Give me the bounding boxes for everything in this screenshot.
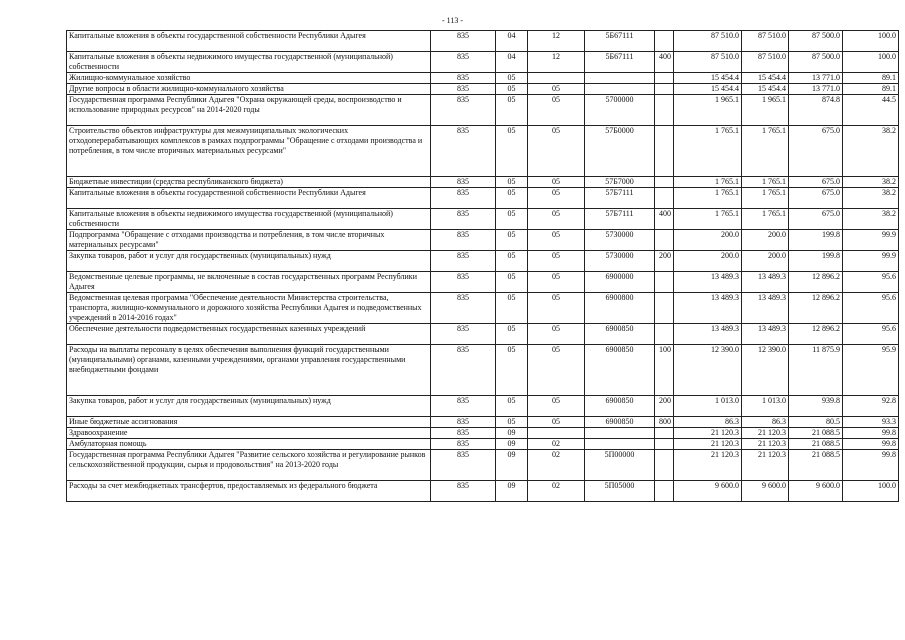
row-refined-amount: 21 120.3 [742, 439, 789, 450]
row-refined-amount: 87 510.0 [742, 31, 789, 52]
row-refined-amount: 200.0 [742, 251, 789, 272]
row-refined-amount: 13 489.3 [742, 272, 789, 293]
row-expense-type [655, 481, 674, 502]
row-target-article: 6900850 [585, 324, 655, 345]
table-row [67, 230, 899, 251]
row-subsection-code: 05 [528, 417, 585, 428]
row-target-article: 5Б67111 [585, 31, 655, 52]
row-subsection-code [528, 73, 585, 84]
row-approved-amount: 9 600.0 [674, 481, 742, 502]
row-expense-type [655, 450, 674, 481]
row-name: Капитальные вложения в объекты недвижимого имущества государственной (муниципальной) собственности [67, 52, 431, 73]
row-refined-amount: 13 489.3 [742, 293, 789, 324]
row-executed-amount: 874.8 [789, 95, 843, 126]
row-subsection-code: 12 [528, 52, 585, 73]
row-ved-code: 835 [431, 428, 496, 439]
table-row [67, 73, 899, 84]
row-section-code: 05 [496, 293, 528, 324]
row-ved-code: 835 [431, 272, 496, 293]
row-execution-percent: 95.6 [843, 293, 899, 324]
row-ved-code: 835 [431, 396, 496, 417]
row-execution-percent: 99.8 [843, 428, 899, 439]
row-name: Подпрограмма "Обращение с отходами производства и потребления, в том числе вторичных материальных ресурсами" [67, 230, 431, 251]
row-executed-amount: 21 088.5 [789, 428, 843, 439]
row-executed-amount: 675.0 [789, 126, 843, 177]
row-execution-percent: 99.8 [843, 439, 899, 450]
row-approved-amount: 13 489.3 [674, 293, 742, 324]
row-section-code: 05 [496, 396, 528, 417]
table-row [67, 209, 899, 230]
row-target-article: 57Б7111 [585, 188, 655, 209]
row-execution-percent: 95.6 [843, 324, 899, 345]
row-subsection-code: 02 [528, 450, 585, 481]
row-ved-code: 835 [431, 177, 496, 188]
row-target-article: 5П05000 [585, 481, 655, 502]
row-section-code: 09 [496, 428, 528, 439]
row-target-article: 57Б7111 [585, 209, 655, 230]
row-ved-code: 835 [431, 439, 496, 450]
row-target-article: 5700000 [585, 95, 655, 126]
row-refined-amount: 1 765.1 [742, 126, 789, 177]
row-section-code: 05 [496, 272, 528, 293]
row-name: Обеспечение деятельности подведомственных государственных казенных учреждений [67, 324, 431, 345]
row-approved-amount: 1 765.1 [674, 188, 742, 209]
row-target-article [585, 439, 655, 450]
row-ved-code: 835 [431, 209, 496, 230]
row-expense-type [655, 177, 674, 188]
row-refined-amount: 86.3 [742, 417, 789, 428]
row-subsection-code: 05 [528, 345, 585, 396]
row-refined-amount: 21 120.3 [742, 450, 789, 481]
row-approved-amount: 21 120.3 [674, 450, 742, 481]
row-subsection-code: 05 [528, 84, 585, 95]
row-name: Бюджетные инвестиции (средства республиканского бюджета) [67, 177, 431, 188]
row-executed-amount: 12 896.2 [789, 324, 843, 345]
row-execution-percent: 100.0 [843, 52, 899, 73]
row-refined-amount: 21 120.3 [742, 428, 789, 439]
row-target-article [585, 428, 655, 439]
row-name: Капитальные вложения в объекты недвижимого имущества государственной (муниципальной) собственности [67, 209, 431, 230]
table-row [67, 439, 899, 450]
row-executed-amount: 12 896.2 [789, 272, 843, 293]
row-name: Закупка товаров, работ и услуг для государственных (муниципальных) нужд [67, 396, 431, 417]
row-executed-amount: 21 088.5 [789, 439, 843, 450]
row-execution-percent: 95.9 [843, 345, 899, 396]
row-execution-percent: 89.1 [843, 73, 899, 84]
row-ved-code: 835 [431, 450, 496, 481]
row-name: Строительство объектов инфраструктуры для межмуниципальных экологических отходоперерабатывающих комплексов в рамках подпрограммы "Обращение с отходами производства и потребления, в том числе вторичных материальных ресурсами" [67, 126, 431, 177]
row-subsection-code: 12 [528, 31, 585, 52]
row-refined-amount: 1 765.1 [742, 188, 789, 209]
row-refined-amount: 87 510.0 [742, 52, 789, 73]
row-subsection-code: 05 [528, 188, 585, 209]
row-ved-code: 835 [431, 31, 496, 52]
table-row [67, 324, 899, 345]
row-executed-amount: 80.5 [789, 417, 843, 428]
row-section-code: 05 [496, 209, 528, 230]
row-expense-type [655, 95, 674, 126]
row-subsection-code: 05 [528, 396, 585, 417]
row-expense-type [655, 272, 674, 293]
row-subsection-code: 02 [528, 481, 585, 502]
row-name: Расходы за счет межбюджетных трансфертов, предоставляемых из федерального бюджета [67, 481, 431, 502]
table-row [67, 52, 899, 73]
row-section-code: 05 [496, 73, 528, 84]
row-executed-amount: 12 896.2 [789, 293, 843, 324]
row-section-code: 04 [496, 31, 528, 52]
row-subsection-code: 05 [528, 293, 585, 324]
row-expense-type [655, 31, 674, 52]
table-row [67, 450, 899, 481]
row-expense-type [655, 126, 674, 177]
row-target-article: 6900800 [585, 293, 655, 324]
row-name: Здравоохранение [67, 428, 431, 439]
row-name: Иные бюджетные ассигнования [67, 417, 431, 428]
row-executed-amount: 199.8 [789, 230, 843, 251]
row-refined-amount: 9 600.0 [742, 481, 789, 502]
row-execution-percent: 95.6 [843, 272, 899, 293]
row-expense-type [655, 428, 674, 439]
row-ved-code: 835 [431, 293, 496, 324]
row-ved-code: 835 [431, 126, 496, 177]
row-refined-amount: 15 454.4 [742, 84, 789, 95]
row-ved-code: 835 [431, 52, 496, 73]
row-section-code: 05 [496, 84, 528, 95]
row-target-article [585, 84, 655, 95]
row-subsection-code: 05 [528, 324, 585, 345]
table-row [67, 188, 899, 209]
table-row [67, 177, 899, 188]
row-subsection-code: 05 [528, 230, 585, 251]
row-section-code: 09 [496, 481, 528, 502]
row-target-article: 5Б67111 [585, 52, 655, 73]
row-executed-amount: 13 771.0 [789, 84, 843, 95]
row-approved-amount: 200.0 [674, 251, 742, 272]
row-subsection-code: 05 [528, 177, 585, 188]
row-section-code: 09 [496, 450, 528, 481]
row-executed-amount: 939.8 [789, 396, 843, 417]
row-section-code: 05 [496, 126, 528, 177]
row-execution-percent: 93.3 [843, 417, 899, 428]
row-target-article: 6900850 [585, 345, 655, 396]
row-approved-amount: 1 965.1 [674, 95, 742, 126]
table-row [67, 251, 899, 272]
row-expense-type [655, 73, 674, 84]
row-execution-percent: 99.9 [843, 230, 899, 251]
row-approved-amount: 1 013.0 [674, 396, 742, 417]
row-refined-amount: 12 390.0 [742, 345, 789, 396]
row-approved-amount: 1 765.1 [674, 209, 742, 230]
row-execution-percent: 100.0 [843, 481, 899, 502]
row-execution-percent: 38.2 [843, 126, 899, 177]
row-executed-amount: 9 600.0 [789, 481, 843, 502]
row-approved-amount: 12 390.0 [674, 345, 742, 396]
row-refined-amount: 15 454.4 [742, 73, 789, 84]
row-section-code: 05 [496, 177, 528, 188]
row-name: Ведомственные целевые программы, не включенные в состав государственных программ Республики Адыгея [67, 272, 431, 293]
row-executed-amount: 13 771.0 [789, 73, 843, 84]
row-expense-type: 100 [655, 345, 674, 396]
row-section-code: 05 [496, 188, 528, 209]
row-executed-amount: 675.0 [789, 177, 843, 188]
table-row [67, 95, 899, 126]
row-ved-code: 835 [431, 324, 496, 345]
row-refined-amount: 13 489.3 [742, 324, 789, 345]
row-subsection-code: 05 [528, 95, 585, 126]
row-refined-amount: 1 965.1 [742, 95, 789, 126]
table-row [67, 84, 899, 95]
row-section-code: 05 [496, 345, 528, 396]
row-expense-type: 200 [655, 396, 674, 417]
row-ved-code: 835 [431, 481, 496, 502]
table-row [67, 417, 899, 428]
row-approved-amount: 15 454.4 [674, 73, 742, 84]
row-refined-amount: 1 765.1 [742, 177, 789, 188]
row-expense-type [655, 439, 674, 450]
row-approved-amount: 86.3 [674, 417, 742, 428]
row-target-article: 6900850 [585, 417, 655, 428]
row-execution-percent: 99.8 [843, 450, 899, 481]
row-section-code: 05 [496, 230, 528, 251]
row-section-code: 05 [496, 324, 528, 345]
row-refined-amount: 1 765.1 [742, 209, 789, 230]
row-target-article: 5730000 [585, 230, 655, 251]
row-approved-amount: 13 489.3 [674, 324, 742, 345]
row-ved-code: 835 [431, 84, 496, 95]
row-execution-percent: 38.2 [843, 209, 899, 230]
row-execution-percent: 92.8 [843, 396, 899, 417]
row-executed-amount: 21 088.5 [789, 450, 843, 481]
row-section-code: 05 [496, 251, 528, 272]
table-row [67, 481, 899, 502]
row-expense-type: 400 [655, 209, 674, 230]
row-ved-code: 835 [431, 188, 496, 209]
row-ved-code: 835 [431, 230, 496, 251]
row-approved-amount: 87 510.0 [674, 31, 742, 52]
row-subsection-code: 05 [528, 209, 585, 230]
row-target-article: 6900850 [585, 396, 655, 417]
row-execution-percent: 100.0 [843, 31, 899, 52]
row-executed-amount: 87 500.0 [789, 52, 843, 73]
row-expense-type: 200 [655, 251, 674, 272]
row-subsection-code [528, 428, 585, 439]
row-approved-amount: 21 120.3 [674, 439, 742, 450]
row-name: Жилищно-коммунальное хозяйство [67, 73, 431, 84]
row-expense-type: 800 [655, 417, 674, 428]
table-row [67, 396, 899, 417]
row-name: Государственная программа Республики Адыгея "Охрана окружающей среды, воспроизводство и использование природных ресурсов" на 2014-2020 годы [67, 95, 431, 126]
row-executed-amount: 11 875.9 [789, 345, 843, 396]
row-target-article: 57Б0000 [585, 126, 655, 177]
row-name: Капитальные вложения в объекты государственной собственности Республики Адыгея [67, 31, 431, 52]
row-name: Ведомственная целевая программа "Обеспечение деятельности Министерства строительства, транспорта, жилищно-коммунального и дорожного хозяйства Республики Адыгея и подведомственных учреждений в 2014-2016 годах" [67, 293, 431, 324]
row-target-article [585, 73, 655, 84]
row-ved-code: 835 [431, 417, 496, 428]
row-name: Расходы на выплаты персоналу в целях обеспечения выполнения функций государственными (муниципальными) органами, казенными учреждениями, органами управления государственными внебюджетными фондами [67, 345, 431, 396]
row-subsection-code: 05 [528, 272, 585, 293]
row-ved-code: 835 [431, 73, 496, 84]
table-row [67, 272, 899, 293]
row-target-article: 5П00000 [585, 450, 655, 481]
table-row [67, 31, 899, 52]
row-name: Капитальные вложения в объекты государственной собственности Республики Адыгея [67, 188, 431, 209]
row-approved-amount: 1 765.1 [674, 126, 742, 177]
row-executed-amount: 675.0 [789, 209, 843, 230]
row-subsection-code: 02 [528, 439, 585, 450]
row-target-article: 5730000 [585, 251, 655, 272]
row-expense-type [655, 188, 674, 209]
page-number: - 113 - [441, 16, 464, 25]
row-approved-amount: 13 489.3 [674, 272, 742, 293]
row-expense-type [655, 293, 674, 324]
table-row [67, 126, 899, 177]
row-execution-percent: 44.5 [843, 95, 899, 126]
row-section-code: 05 [496, 95, 528, 126]
row-execution-percent: 99.9 [843, 251, 899, 272]
row-executed-amount: 199.8 [789, 251, 843, 272]
row-name: Другие вопросы в области жилищно-коммунального хозяйства [67, 84, 431, 95]
row-section-code: 09 [496, 439, 528, 450]
row-expense-type [655, 324, 674, 345]
row-refined-amount: 200.0 [742, 230, 789, 251]
row-approved-amount: 87 510.0 [674, 52, 742, 73]
row-approved-amount: 15 454.4 [674, 84, 742, 95]
table-row [67, 428, 899, 439]
row-section-code: 04 [496, 52, 528, 73]
row-subsection-code: 05 [528, 251, 585, 272]
row-ved-code: 835 [431, 345, 496, 396]
row-execution-percent: 38.2 [843, 177, 899, 188]
row-target-article: 57Б7000 [585, 177, 655, 188]
row-approved-amount: 21 120.3 [674, 428, 742, 439]
row-expense-type [655, 230, 674, 251]
row-refined-amount: 1 013.0 [742, 396, 789, 417]
row-subsection-code: 05 [528, 126, 585, 177]
row-approved-amount: 200.0 [674, 230, 742, 251]
row-name: Государственная программа Республики Адыгея "Развитие сельского хозяйства и регулирование рынков сельскохозяйственной продукции, сырья и продовольствия" на 2013-2020 годы [67, 450, 431, 481]
row-ved-code: 835 [431, 95, 496, 126]
row-expense-type [655, 84, 674, 95]
row-name: Амбулаторная помощь [67, 439, 431, 450]
row-target-article: 6900000 [585, 272, 655, 293]
row-expense-type: 400 [655, 52, 674, 73]
row-ved-code: 835 [431, 251, 496, 272]
row-execution-percent: 89.1 [843, 84, 899, 95]
row-execution-percent: 38.2 [843, 188, 899, 209]
row-executed-amount: 87 500.0 [789, 31, 843, 52]
row-name: Закупка товаров, работ и услуг для государственных (муниципальных) нужд [67, 251, 431, 272]
row-executed-amount: 675.0 [789, 188, 843, 209]
row-approved-amount: 1 765.1 [674, 177, 742, 188]
row-section-code: 05 [496, 417, 528, 428]
budget-table [66, 30, 899, 502]
table-row [67, 345, 899, 396]
table-row [67, 293, 899, 324]
